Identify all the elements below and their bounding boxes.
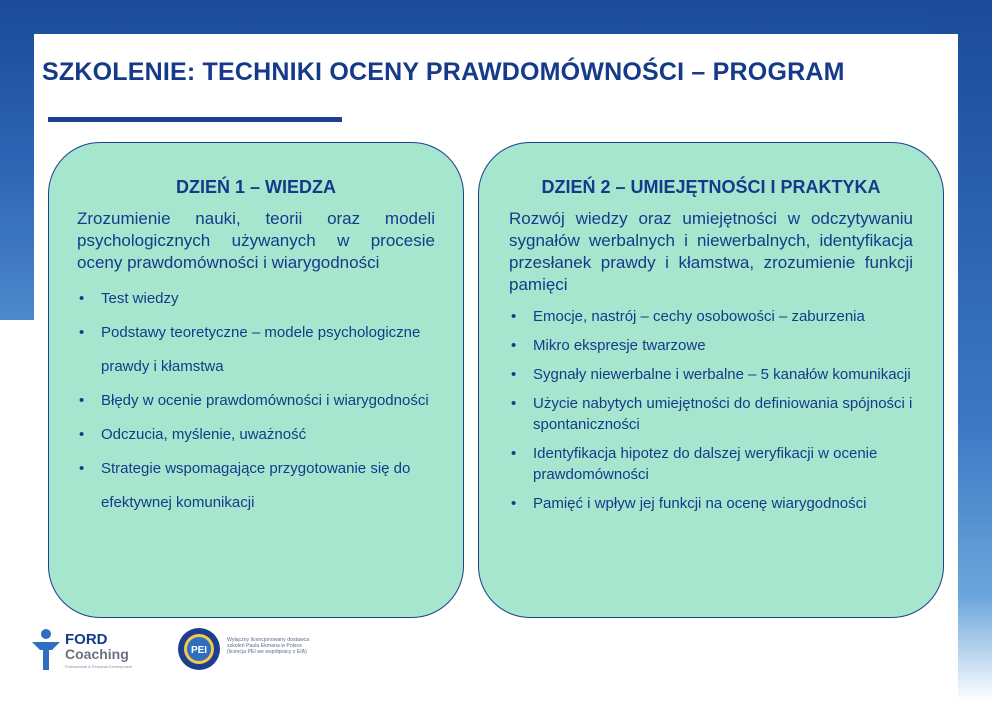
day2-item: • Pamięć i wpływ jej funkcji na ocenę wiarygodności [509, 493, 913, 514]
ford-coaching-logo [30, 628, 150, 674]
ford-logo-tagline: Professional & Personal Development [65, 664, 133, 669]
day1-item: • Test wiedzy [77, 282, 435, 316]
day2-heading: DZIEŃ 2 – UMIEJĘTNOŚCI I PRAKTYKA [541, 177, 881, 197]
seal-text: PEI [190, 645, 208, 656]
day1-item: • Podstawy teoretyczne – modele psychologiczne prawdy i kłamstwa [77, 316, 435, 384]
day2-card [478, 142, 944, 618]
pei-licence-line: szkoleń Paula Ekmana w Polsce [227, 643, 302, 650]
day1-heading: DZIEŃ 1 – WIEDZA [175, 177, 336, 197]
day2-list [509, 306, 913, 514]
day2-item: • Sygnały niewerbalne i werbalne – 5 kanałów komunikacji [509, 364, 913, 385]
day1-item: • Odczucia, myślenie, uważność [77, 418, 435, 452]
pei-licence-text [227, 637, 337, 656]
day1-list [77, 282, 435, 520]
day1-item: • Błędy w ocenie prawdomówności i wiarygodności [77, 384, 435, 418]
pei-licence-line: (licencja PEI we współpracy z EIA) [227, 649, 307, 656]
pei-licence-line: Wyłączny licencjonowany dostawca [227, 637, 310, 643]
day1-item: • Strategie wspomagające przygotowanie się do efektywnej komunikacji [77, 452, 435, 520]
person-icon [30, 628, 62, 672]
day1-intro: Zrozumienie nauki, teorii oraz modeli psychologicznych używanych w procesie oceny prawdomówności i wiarygodności [77, 209, 435, 272]
day1-card [48, 142, 464, 618]
day2-item: • Mikro ekspresje twarzowe [509, 335, 913, 356]
pei-licence-logo [177, 627, 347, 673]
title-underline [48, 117, 342, 122]
slide-title: SZKOLENIE: TECHNIKI OCENY PRAWDOMÓWNOŚCI – PROGRAM [42, 58, 845, 86]
day2-item: • Użycie nabytych umiejętności do definiowania spójności i spontaniczności [509, 393, 913, 435]
day2-item: • Identyfikacja hipotez do dalszej weryfikacji w ocenie prawdomówności [509, 443, 913, 485]
day2-intro: Rozwój wiedzy oraz umiejętności w odczytywaniu sygnałów werbalnych i niewerbalnych, identyfikacja przesłanek prawdy i kłamstwa, zrozumienie funkcji pamięci [509, 209, 913, 294]
coaching-logo-word: Coaching [65, 646, 129, 662]
pei-seal-icon [177, 627, 221, 671]
day2-item: • Emocje, nastrój – cechy osobowości – zaburzenia [509, 306, 913, 327]
ford-logo-word: FORD [65, 631, 108, 648]
